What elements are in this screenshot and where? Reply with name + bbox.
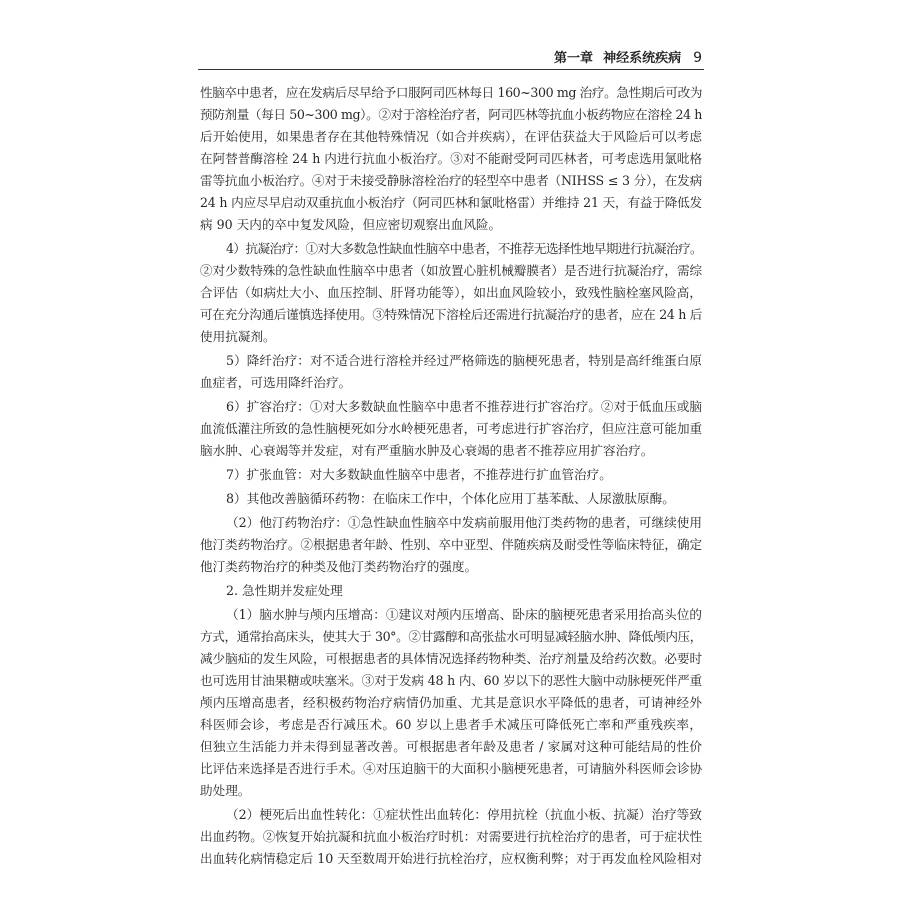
text-line: 他汀类药物治疗。②根据患者年龄、性别、卒中亚型、伴随疾病及耐受性等临床特征，确定	[200, 537, 702, 552]
text-line: 他汀类药物治疗的种类及他汀类药物治疗的强度。	[200, 559, 478, 574]
text-line: 减少脑疝的发生风险，可根据患者的具体情况选择药物种类、治疗剂量及给药次数。必要时	[200, 651, 702, 666]
text-line: 雷等抗血小板治疗。④对于未接受静脉溶栓治疗的轻型卒中患者（NIHSS ≤ 3 分），在发病	[200, 173, 702, 188]
text-line: 8）其他改善脑循环药物：在临床工作中，个体化应用丁基苯酞、人尿激肽原酶。	[226, 491, 675, 506]
text-line: 可在充分沟通后谨慎选择使用。③特殊情况下溶栓后还需进行抗凝治疗的患者，应在 24 h 后	[200, 307, 702, 322]
text-line: 也可选用甘油果糖或呋塞米。③对于发病 48 h 内、60 岁以下的恶性大脑中动脉梗死伴严重	[200, 673, 702, 688]
paragraph-hemorrhagic-transformation	[200, 804, 702, 870]
text-line: 方式，通常抬高床头，使其大于 30°。②甘露醇和高张盐水可明显减轻脑水肿、降低颅内压，	[200, 629, 702, 644]
text-line: 使用抗凝剂。	[200, 329, 276, 344]
text-line: 助处理。	[200, 783, 251, 798]
text-line: 但独立生活能力并未得到显著改善。可根据患者年龄及患者 / 家属对这种可能结局的性价	[200, 739, 702, 754]
text-line: 后开始使用，如果患者存在其他特殊情况（如合并疾病），在评估获益大于风险后可以考虑	[200, 129, 702, 144]
paragraph-vasodilation	[200, 464, 702, 486]
text-line: （1）脑水肿与颅内压增高：①建议对颅内压增高、卧床的脑梗死患者采用抬高头位的	[226, 607, 702, 622]
text-line: 4）抗凝治疗：①对大多数急性缺血性脑卒中患者，不推荐无选择性地早期进行抗凝治疗。	[226, 241, 702, 256]
running-header	[554, 49, 702, 68]
text-line: 出血转化病情稳定后 10 天至数周开始进行抗栓治疗，应权衡利弊；对于再发血栓风险相对	[200, 851, 702, 866]
text-line: 24 h 内应尽早启动双重抗血小板治疗（阿司匹林和氯吡格雷）并维持 21 天，有益于降低发	[200, 195, 702, 210]
text-line: 比评估来选择是否进行手术。④对压迫脑干的大面积小脑梗死患者，可请脑外科医师会诊协	[200, 761, 702, 776]
text-line: 预防剂量（每日 50~300 mg）。②对于溶栓治疗者，阿司匹林等抗血小板药物应在溶栓 24 h	[200, 107, 702, 122]
text-line: 颅内压增高患者，经积极药物治疗病情仍加重、尤其是意识水平降低的患者，可请神经外	[200, 695, 702, 710]
chapter-label: 第一章	[554, 51, 594, 66]
paragraph-anticoagulation	[200, 238, 702, 348]
paragraph-statin-therapy	[200, 512, 702, 578]
text-line: （2）他汀药物治疗：①急性缺血性脑卒中发病前服用他汀类药物的患者，可继续使用	[226, 515, 702, 530]
text-line: 7）扩张血管：对大多数缺血性脑卒中患者，不推荐进行扩血管治疗。	[226, 467, 612, 482]
text-line: 5）降纤治疗：对不适合进行溶栓并经过严格筛选的脑梗死患者，特别是高纤维蛋白原	[226, 353, 702, 368]
text-line: 出血药物。②恢复开始抗凝和抗血小板治疗时机：对需要进行抗栓治疗的患者，可于症状性	[200, 829, 702, 844]
text-line: 血症者，可选用降纤治疗。	[200, 375, 352, 390]
paragraph-other-drugs	[200, 488, 702, 510]
header-rule	[198, 69, 704, 70]
text-line: 血流低灌注所致的急性脑梗死如分水岭梗死患者，可考虑进行扩容治疗，但应注意可能加重	[200, 421, 702, 436]
text-line: 合评估（如病灶大小、血压控制、肝肾功能等），如出血风险较小，致残性脑栓塞风险高，	[200, 285, 702, 300]
text-line: ②对少数特殊的急性缺血性脑卒中患者（如放置心脏机械瓣膜者）是否进行抗凝治疗，需综	[200, 263, 702, 278]
text-line: 性脑卒中患者，应在发病后尽早给予口服阿司匹林每日 160~300 mg 治疗。急性期后可改为	[200, 85, 702, 100]
text-line: 在阿替普酶溶栓 24 h 内进行抗血小板治疗。③对不能耐受阿司匹林者，可考虑选用氯吡格	[200, 151, 703, 166]
paragraph-volume-expansion	[200, 396, 702, 462]
text-line: （2）梗死后出血性转化：①症状性出血转化：停用抗栓（抗血小板、抗凝）治疗等致	[226, 807, 702, 822]
paragraph	[200, 82, 702, 236]
body-text	[200, 82, 702, 872]
text-line: 脑水肿、心衰竭等并发症，对有严重脑水肿及心衰竭的患者不推荐应用扩容治疗。	[200, 443, 654, 458]
section-heading	[200, 580, 702, 602]
text-line: 科医师会诊，考虑是否行减压术。60 岁以上患者手术减压可降低死亡率和严重残疾率，	[200, 717, 702, 732]
section-heading-text: 2. 急性期并发症处理	[226, 583, 343, 598]
page-number: 9	[693, 50, 702, 66]
paragraph-defibrination	[200, 350, 702, 394]
text-line: 病 90 天内的卒中复发风险，但应密切观察出血风险。	[200, 217, 502, 232]
chapter-title: 神经系统疾病	[603, 51, 682, 66]
paragraph-cerebral-edema	[200, 604, 702, 802]
text-line: 6）扩容治疗：①对大多数缺血性脑卒中患者不推荐进行扩容治疗。②对于低血压或脑	[226, 399, 702, 414]
